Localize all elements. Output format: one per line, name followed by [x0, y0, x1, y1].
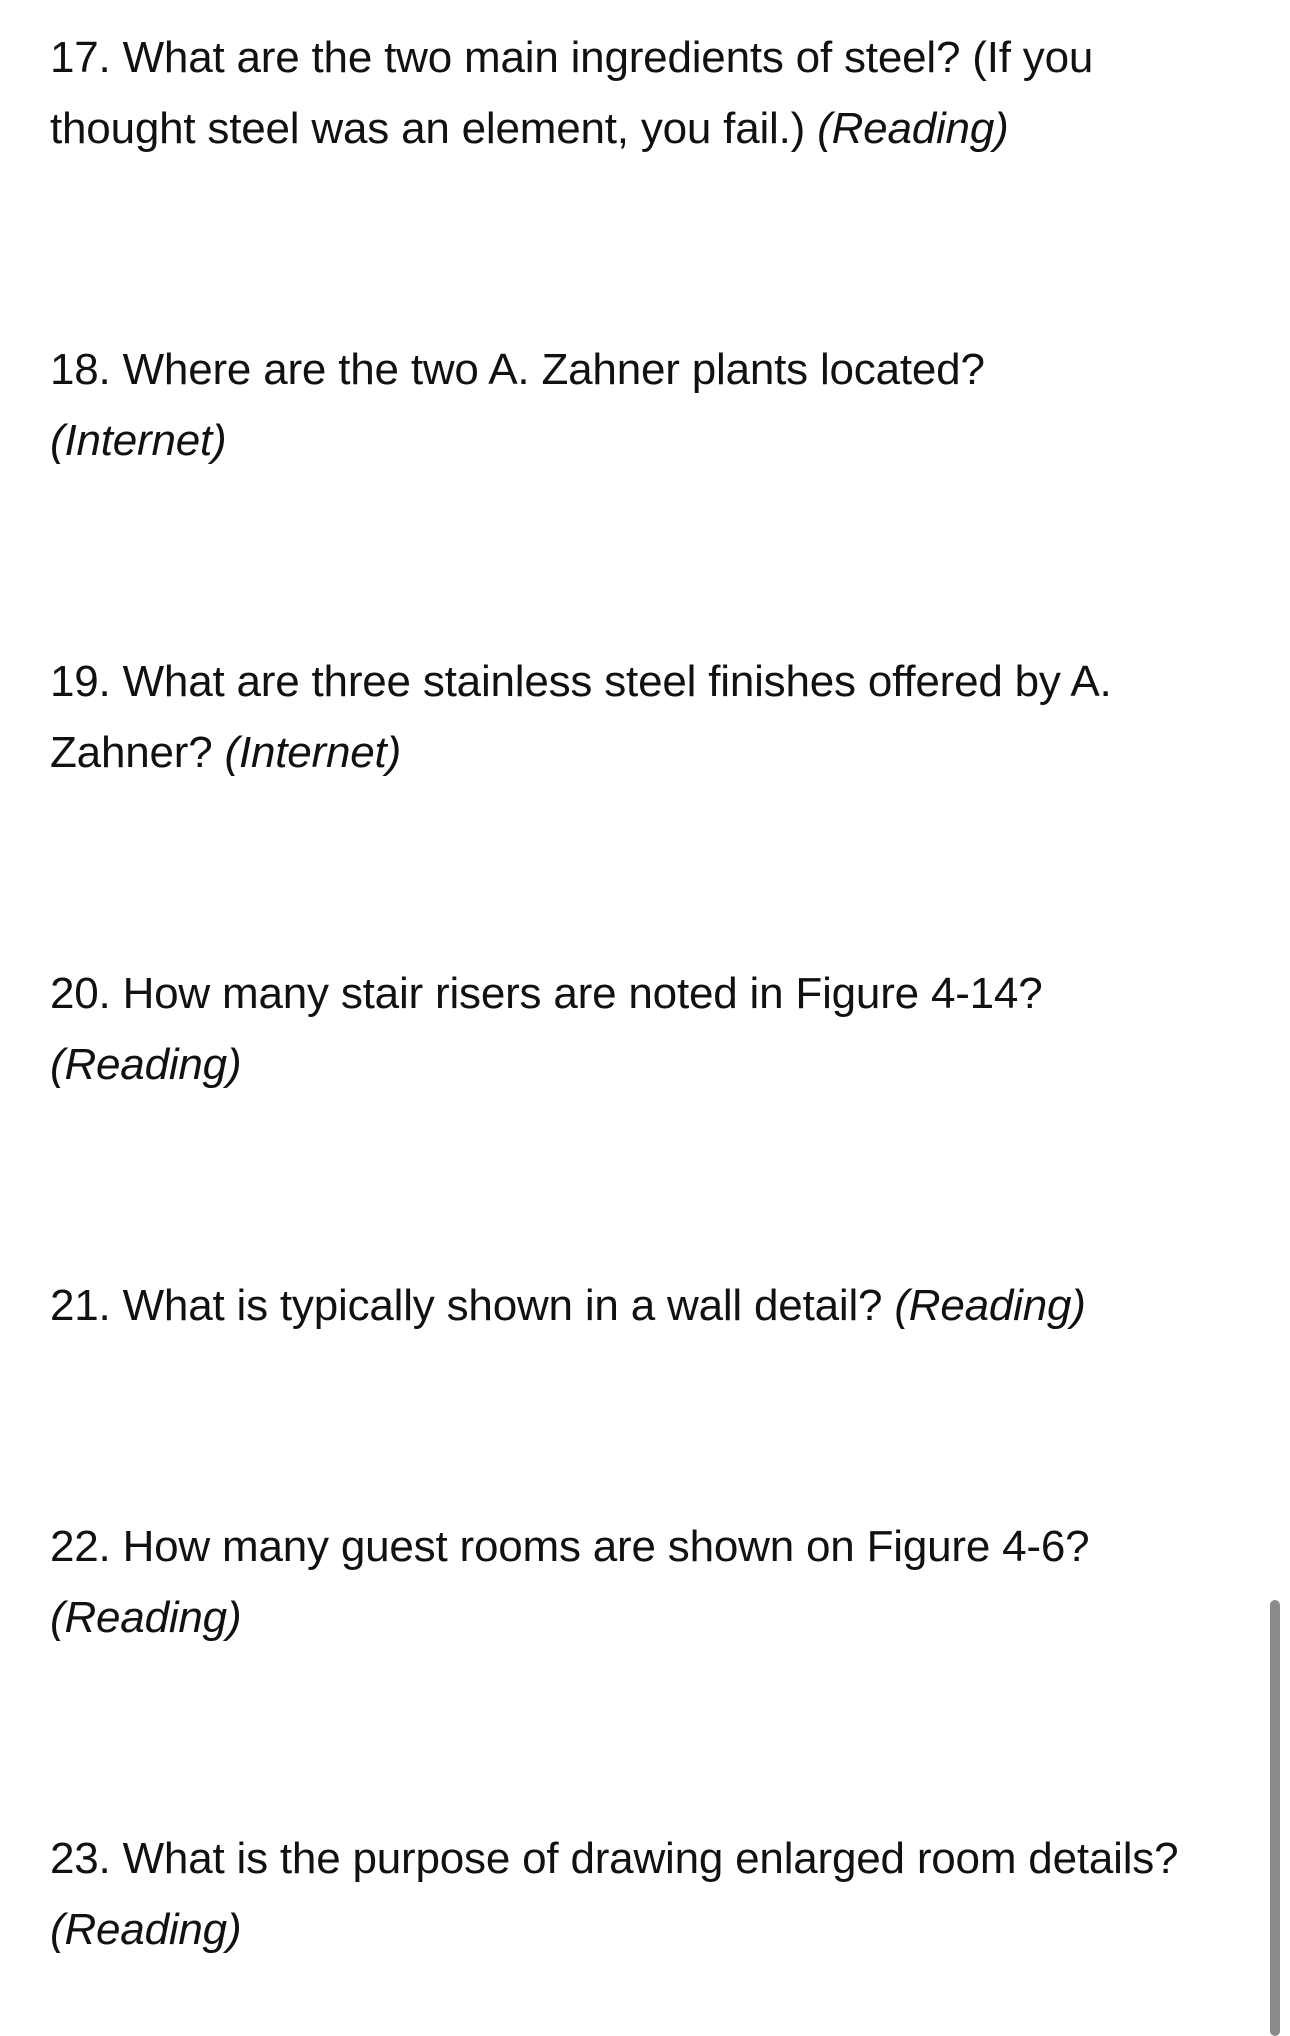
question-23	[50, 1823, 1230, 1965]
question-22-source: (Reading)	[50, 1593, 242, 1642]
question-17	[50, 22, 1230, 164]
question-19-source: (Internet)	[224, 728, 402, 777]
scrollbar-thumb[interactable]	[1270, 1600, 1280, 2036]
question-18	[50, 334, 1230, 476]
question-19-text: 19. What are three stainless steel finishes offered by A. Zahner?	[50, 657, 1112, 777]
question-23-text: 23. What is the purpose of drawing enlarged room details?	[50, 1834, 1179, 1883]
question-21	[50, 1270, 1230, 1341]
question-19	[50, 646, 1230, 788]
question-21-text: 21. What is typically shown in a wall detail?	[50, 1281, 895, 1330]
question-17-text: 17. What are the two main ingredients of steel? (If you thought steel was an element, you fail.)	[50, 33, 1094, 153]
question-23-source: (Reading)	[50, 1905, 242, 1954]
question-22	[50, 1511, 1230, 1653]
question-22-text: 22. How many guest rooms are shown on Figure 4-6?	[50, 1522, 1090, 1571]
question-20-source: (Reading)	[50, 1040, 242, 1089]
vertical-scrollbar[interactable]	[1270, 1600, 1280, 2036]
question-20	[50, 958, 1230, 1100]
question-20-text: 20. How many stair risers are noted in Figure 4-14?	[50, 969, 1043, 1018]
question-18-source: (Internet)	[50, 416, 227, 465]
question-17-source: (Reading)	[817, 104, 1009, 153]
question-21-source: (Reading)	[894, 1281, 1086, 1330]
question-18-text: 18. Where are the two A. Zahner plants located?	[50, 345, 985, 394]
